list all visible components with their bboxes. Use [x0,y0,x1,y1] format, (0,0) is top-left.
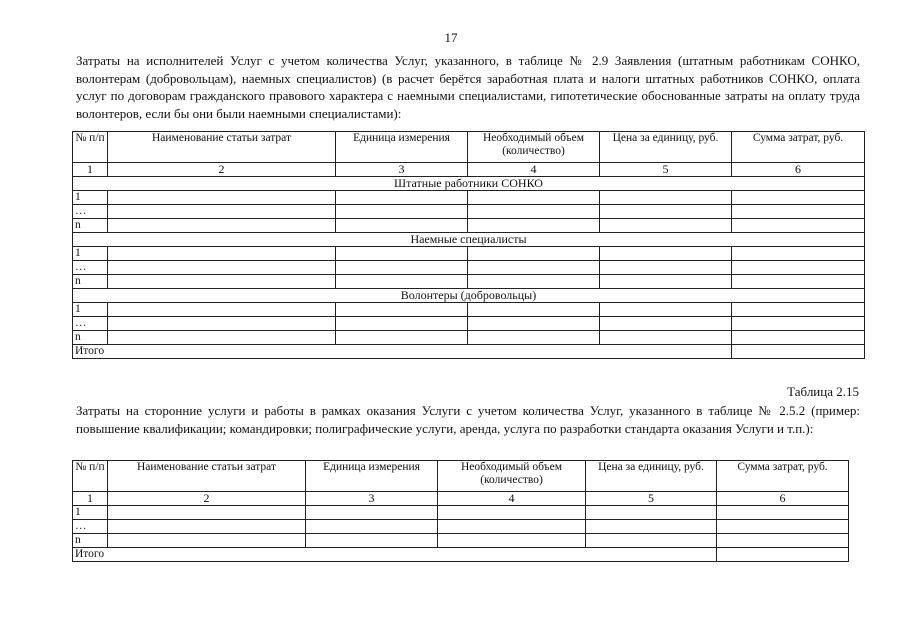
table-cell [306,506,438,520]
table-cell [732,303,865,317]
column-number: 1 [73,163,108,177]
header-cell-number: № п/п [73,132,108,163]
table-cell [468,261,600,275]
header-cell-unit: Единица измерения [306,461,438,492]
row-number: … [73,520,108,534]
table-cell [336,205,468,219]
header-cell-item: Наименование статьи затрат [108,132,336,163]
section-title-staff: Штатные работники СОНКО [73,177,865,191]
section-header-row [73,177,865,191]
table-cell [108,205,336,219]
row-number: … [73,317,108,331]
column-number: 5 [600,163,732,177]
table-row [73,219,865,233]
total-label: Итого [73,345,732,359]
table-cell [732,317,865,331]
table-row [73,191,865,205]
table-cell [586,534,717,548]
table-cell [438,534,586,548]
section-header-row [73,289,865,303]
table-cell [600,261,732,275]
header-cell-price: Цена за единицу, руб. [600,132,732,163]
table-row [73,520,849,534]
row-number: … [73,205,108,219]
row-number: … [73,261,108,275]
table-cell [717,506,849,520]
table-cell [438,506,586,520]
table-cell [108,275,336,289]
table-header-row [73,461,849,492]
column-number: 3 [306,492,438,506]
table-caption: Таблица 2.15 [787,384,859,399]
table-row [73,275,865,289]
header-cell-sum: Сумма затрат, руб. [732,132,865,163]
table-cell [108,534,306,548]
table-cell [600,219,732,233]
table-cell [336,191,468,205]
table-cell [468,205,600,219]
table-cell [600,205,732,219]
table-cell [717,520,849,534]
table-cell [732,331,865,345]
table-cell [468,219,600,233]
table-cell [336,261,468,275]
table-row [73,331,865,345]
table-cell [108,520,306,534]
total-value-cell [717,548,849,562]
header-cell-number: № п/п [73,461,108,492]
table-row [73,205,865,219]
table-cell [468,331,600,345]
table-cell [108,331,336,345]
table-row [73,506,849,520]
table-cell [468,191,600,205]
total-label: Итого [73,548,717,562]
table-cell [108,506,306,520]
table-cell [732,275,865,289]
table-row [73,247,865,261]
table-cell [336,331,468,345]
table-cell [468,275,600,289]
table-cell [468,303,600,317]
table-row [73,317,865,331]
section-title-volunteers: Волонтеры (добровольцы) [73,289,865,303]
table2-third-party-costs [72,460,849,562]
table-cell [600,275,732,289]
table-cell [108,261,336,275]
row-number: n [73,275,108,289]
column-number: 4 [468,163,600,177]
table-header-row [73,132,865,163]
table-cell [438,520,586,534]
table-cell [306,534,438,548]
table-cell [600,303,732,317]
table-cell [732,191,865,205]
table-cell [732,219,865,233]
table-cell [468,317,600,331]
section-header-row [73,233,865,247]
section-title-hired: Наемные специалисты [73,233,865,247]
table-cell [336,219,468,233]
total-row [73,548,849,562]
table-cell [336,317,468,331]
table-cell [586,506,717,520]
table-cell [600,247,732,261]
column-number-row [73,163,865,177]
table-row [73,303,865,317]
table2-description: Затраты на сторонние услуги и работы в рамках оказания Услуги с учетом количества Услуг, указанного в таблице № 2.5.2 (пример: повышение квалификации; командировки; полиграфические услуги, аренда, услуга по разработки стандарта оказания Услуги и т.п.): [76,403,860,436]
header-cell-price: Цена за единицу, руб. [586,461,717,492]
table-cell [600,191,732,205]
column-number: 2 [108,163,336,177]
total-value-cell [732,345,865,359]
row-number: 1 [73,506,108,520]
table-cell [468,247,600,261]
row-number: 1 [73,303,108,317]
table-row [73,534,849,548]
table-cell [717,534,849,548]
table-cell [600,317,732,331]
column-number: 1 [73,492,108,506]
column-number: 4 [438,492,586,506]
column-number: 6 [732,163,865,177]
table-cell [336,275,468,289]
table-cell [586,520,717,534]
row-number: n [73,331,108,345]
table-cell [732,205,865,219]
total-row [73,345,865,359]
column-number: 3 [336,163,468,177]
table-cell [108,191,336,205]
column-number: 2 [108,492,306,506]
table-cell [108,247,336,261]
page-number: 17 [444,30,458,45]
header-cell-sum: Сумма затрат, руб. [717,461,849,492]
table1-description: Затраты на исполнителей Услуг с учетом количества Услуг, указанного, в таблице № 2.9 Заявления (штатным работникам СОНКО, волонтерам (добровольцам), наемных специалистов) (в расчет берётся заработная плата и налоги штатных работников СОНКО, оплата услуг по договорам гражданского правового характера с наемными специалистами, гипотетические обоснованные затраты на оплату труда волонтеров, если бы они были наемными специалистами): [76,53,860,121]
table-cell [108,317,336,331]
table-cell [108,219,336,233]
table-cell [336,303,468,317]
table-row [73,261,865,275]
table-cell [732,261,865,275]
table-cell [336,247,468,261]
table-cell [732,247,865,261]
row-number: n [73,219,108,233]
table1-executor-costs [72,131,865,359]
header-cell-item: Наименование статьи затрат [108,461,306,492]
column-number: 5 [586,492,717,506]
header-cell-quantity: Необходимый объем (количество) [468,132,600,163]
row-number: 1 [73,191,108,205]
row-number: 1 [73,247,108,261]
table-cell [600,331,732,345]
row-number: n [73,534,108,548]
header-cell-unit: Единица измерения [336,132,468,163]
column-number: 6 [717,492,849,506]
table-cell [108,303,336,317]
header-cell-quantity: Необходимый объем (количество) [438,461,586,492]
table-cell [306,520,438,534]
column-number-row [73,492,849,506]
